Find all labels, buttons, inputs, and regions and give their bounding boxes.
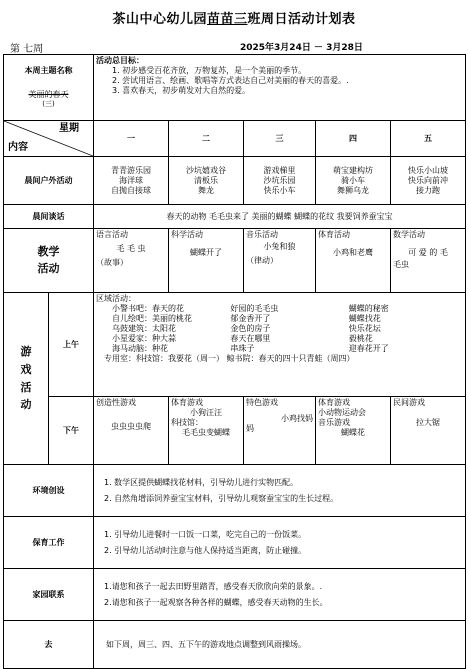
am-label: 上午 — [49, 293, 94, 397]
week-label: 第 七周 — [10, 44, 44, 55]
teaching-row — [4, 229, 466, 293]
day-friday: 五 — [391, 121, 466, 157]
pm-cell: 创造性游戏 虫虫虫虫爬 — [94, 397, 169, 465]
outdoor-cell: 游戏梯里 沙坑乐园 快乐小车 — [244, 157, 316, 205]
day-tuesday: 二 — [169, 121, 244, 157]
goal-item: 3. 喜欢春天，初步萌发对大自然的爱。 — [112, 86, 251, 95]
misc-text: 如下周，周三、四、五下午的游戏地点调整到风雨操场。 — [94, 621, 466, 669]
outdoor-cell: 青青游乐园 海洋球 自抛自接球 — [94, 157, 169, 205]
plan-table — [3, 54, 466, 669]
theme-number: (三) — [42, 100, 55, 109]
area-activities: 区域活动： 小警书吧：春天的花 好园的毛毛虫 蝴蝶的秘密 自儿绘吧：美丽的桃花 郁金香开了 蝴蝶找花 乌鼓建筑：太阳花 金色的房子 快乐花坛 小星爱家：种大蒜 春天在哪里 毅桃花 海马动脑：种花 串珠子 迎春花开了 专用室：科技馆：我要花（周一） 鲸书院：春天的四十只青蛙（周四） — [94, 293, 466, 397]
class-name: 苗苗三 — [206, 12, 248, 27]
day-header-row — [4, 121, 466, 157]
date-range: 2025年3月24日 － 3月28日 — [240, 43, 363, 53]
teaching-label: 教学活动 — [4, 229, 94, 293]
morning-outdoor-row — [4, 157, 466, 205]
morning-talk-label: 晨间谈话 — [4, 205, 94, 229]
theme-name: 美丽的春天 — [28, 90, 69, 100]
pm-label: 下午 — [49, 397, 94, 465]
theme-row — [4, 55, 466, 121]
family-items: 1.请您和孩子一起去田野里踏青，感受春天欣欣向荣的景象。. 2.请您和孩子一起观察各种各样的蝴蝶，感受春天动物的生长。 — [94, 569, 466, 621]
care-items: 1. 引导幼儿进餐时一口饭一口菜，吃完自己的一份饭菜。 2. 引导幼儿活动时注意与他人保持适当距离，防止碰撞。 — [94, 517, 466, 569]
care-label: 保育工作 — [4, 517, 94, 569]
theme-cell: 本周主题名称 美丽的春天 (三) — [4, 55, 94, 121]
misc-label: 去 — [4, 621, 94, 669]
special-room-note: 专用室：科技馆：我要花（周一） 鲸书院：春天的四十只青蛙（周四） — [104, 354, 355, 363]
outdoor-cell: 快乐小山坡 快乐向前冲 接力跑 — [391, 157, 466, 205]
teaching-cell: 体育活动 小鸡和老鹰 — [316, 229, 391, 293]
environment-items: 1. 数学区提供蝴蝶找花材料，引导幼儿进行实物匹配。 2. 自然角增添饲养蚕宝宝材料，引导幼儿观察蚕宝宝的生长过程。 — [94, 465, 466, 517]
pm-cell: 体育游戏 小动物运动会 音乐游戏 蝴蝶花 — [316, 397, 391, 465]
outdoor-cell: 萌宝建构坊 骑小车 舞狮乌龙 — [316, 157, 391, 205]
pm-cell: 民间游戏 拉大锯 — [391, 397, 466, 465]
family-row — [4, 569, 466, 621]
outdoor-cell: 沙坑嬉戏谷 清板乐 舞龙 — [169, 157, 244, 205]
theme-goals: 活动总目标： 1. 初步感受百花齐放，万物复苏，是一个美丽的季节。 2. 尝试用语言、绘画、歌唱等方式表达自己对美丽的春天的喜爱。. 3. 喜欢春天，初步萌发对大自然的爱。 — [94, 55, 466, 121]
morning-talk-text: 春天的动物 毛毛虫来了 美丽的蝴蝶 蝴蝶的花纹 我要饲养蚕宝宝 — [94, 205, 466, 229]
environment-label: 环境创设 — [4, 465, 94, 517]
games-label: 游戏活动 — [4, 293, 49, 465]
games-pm-row — [4, 397, 466, 465]
games-am-row — [4, 293, 466, 397]
goal-item: 2. 尝试用语言、绘画、歌唱等方式表达自己对美丽的春天的喜爱。. — [112, 76, 349, 85]
goal-item: 1. 初步感受百花齐放，万物复苏，是一个美丽的季节。 — [112, 66, 307, 75]
morning-outdoor-label: 晨间户外活动 — [4, 157, 94, 205]
pm-cell: 特色游戏 小鸡找妈 妈 — [244, 397, 316, 465]
teaching-cell: 科学活动 蝴蝶开了 — [169, 229, 244, 293]
teaching-cell: 语言活动 毛 毛 虫 （故事） — [94, 229, 169, 293]
teaching-cell: 数学活动 可 爱 的 毛 毛虫 — [391, 229, 466, 293]
day-thursday: 四 — [316, 121, 391, 157]
family-label: 家园联系 — [4, 569, 94, 621]
environment-row — [4, 465, 466, 517]
day-monday: 一 — [94, 121, 169, 157]
teaching-cell: 音乐活动 小兔和狼 （律动） — [244, 229, 316, 293]
weekday-corner: 星期 内容 — [4, 121, 94, 157]
care-row — [4, 517, 466, 569]
morning-talk-row — [4, 205, 466, 229]
pm-cell: 体育游戏 小狗汪汪 科技馆： 毛毛虫变蝴蝶 — [169, 397, 244, 465]
page-title: 茶山中心幼儿园苗苗三班周日活动计划表 — [112, 12, 356, 27]
misc-row — [4, 621, 466, 669]
day-wednesday: 三 — [244, 121, 316, 157]
